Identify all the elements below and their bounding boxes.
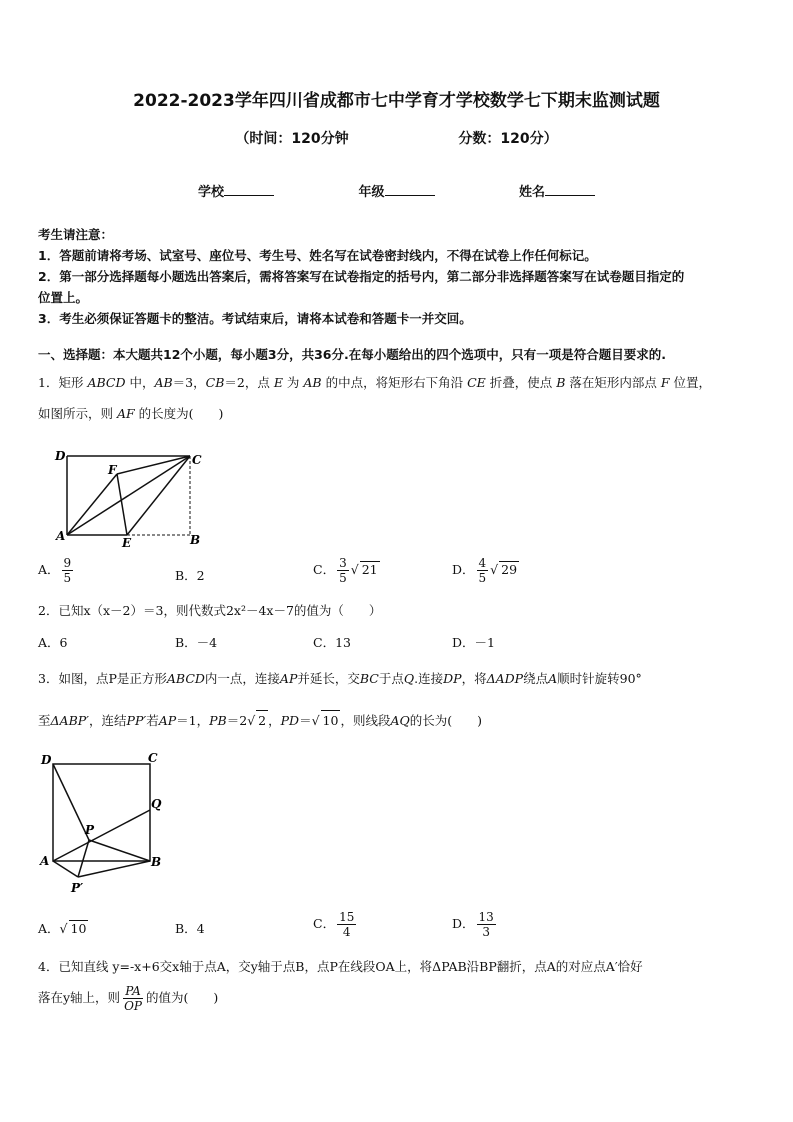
notes-item: 3．考生必须保证答题卡的整洁。考试结束后，请将本试卷和答题卡一并交回。 — [38, 311, 472, 326]
segment-dp — [53, 764, 89, 840]
label-q: Q — [151, 797, 162, 811]
square-abcd — [53, 764, 150, 861]
segment-af — [67, 474, 117, 535]
segment-fe — [117, 474, 127, 535]
q1-option-c[interactable]: C． $\frac{3}{5}$ √ 21 — [313, 556, 378, 585]
name-label: 姓名 — [519, 185, 546, 200]
grade-blank — [385, 183, 435, 196]
notes-heading: 考生请注意： — [38, 227, 114, 242]
segment-ac — [67, 456, 190, 535]
grade-label: 年级 — [358, 185, 385, 200]
school-field — [198, 181, 274, 200]
label-c: C — [148, 751, 158, 765]
section-heading: 一、选择题：本大题共12个小题，每小题3分，共36分.在每小题给出的四个选项中，只有一项是符合题目要求的. — [38, 347, 666, 362]
notes-item: 1．答题前请将考场、试室号、座位号、考生号、姓名写在试卷密封线内，不得在试卷上作任何标记。 — [38, 248, 597, 263]
label-f: F — [108, 463, 117, 477]
q1-option-d[interactable]: D． $\frac{4}{5}$ √ 29 — [452, 556, 518, 585]
question-1-text-2: 如图所示，则 AF 的长度为( ) — [38, 406, 224, 421]
label-b: B — [151, 855, 162, 869]
question-4-text-2: 落在y轴上，则 $\frac{PA}{OP}$ 的值为( ) — [38, 984, 219, 1013]
student-fields — [0, 181, 793, 200]
q2-option-c[interactable]: C．13 — [313, 635, 351, 650]
q3-option-a[interactable]: A．√ 10 — [38, 921, 87, 936]
grade-field — [358, 181, 434, 200]
notes-item: 2．第一部分选择题每小题选出答案后，需将答案写在试卷指定的括号内，第二部分非选择题答案写在试卷题目指定的 — [38, 269, 685, 284]
label-d: D — [41, 753, 52, 767]
question-4-text: 4．已知直线 y=-x+6交x轴于点A，交y轴于点B，点P在线段OA上，将ΔPAB沿BP翻折，点A的对应点A′恰好 — [38, 959, 643, 974]
school-blank — [224, 183, 274, 196]
question-3-text: 3．如图，点P是正方形ABCD内一点，连接AP并延长，交BC于点Q.连接DP，将ΔADP绕点A顺时针旋转90° — [38, 671, 642, 686]
question-3-figure — [35, 748, 175, 898]
question-2-text: 2．已知x（x－2）＝3，则代数式2x²－4x－7的值为（ ） — [38, 603, 382, 618]
exam-info — [0, 128, 793, 148]
segment-ec — [127, 456, 190, 535]
name-field — [519, 181, 595, 200]
notes-item: 位置上。 — [38, 290, 89, 305]
time-label: （时间：120分钟 — [235, 131, 349, 147]
label-e: E — [122, 536, 132, 548]
notes — [38, 224, 758, 329]
segment-aq — [53, 810, 150, 861]
label-a: A — [56, 529, 66, 543]
question-3-text-2: 至ΔABP′，连结PP′若AP＝1，PB＝2√ 2 ，PD＝√ 10 ，则线段AQ的长为( ) — [38, 710, 763, 731]
segment-pb — [89, 840, 150, 861]
q1-option-b[interactable]: B．2 — [175, 568, 205, 583]
q2-option-a[interactable]: A．6 — [38, 635, 68, 650]
segment-ap2 — [53, 861, 78, 877]
name-blank — [545, 183, 595, 196]
page-title: 2022-2023学年四川省成都市七中学育才学校数学七下期末监测试题 — [133, 91, 660, 111]
label-p-prime: P′ — [71, 881, 84, 895]
q2-option-b[interactable]: B．－4 — [175, 635, 218, 650]
q2-option-d[interactable]: D．－1 — [452, 635, 495, 650]
label-d: D — [55, 449, 66, 463]
segment-fc — [117, 456, 190, 474]
label-c: C — [192, 453, 202, 467]
question-1-text: 1．矩形 ABCD 中，AB＝3，CB＝2，点 E 为 AB 的中点，将矩形右下角沿 CE 折叠，使点 B 落在矩形内部点 F 位置， — [38, 375, 712, 390]
q3-option-d[interactable]: D． $\frac{13}{3}$ — [452, 910, 494, 939]
q3-option-b[interactable]: B．4 — [175, 921, 205, 936]
school-label: 学校 — [197, 185, 224, 200]
score-label: 分数：120分） — [458, 131, 558, 147]
q1-option-a[interactable]: A． $\frac{9}{5}$ — [38, 556, 72, 585]
label-a: A — [40, 854, 50, 868]
label-b: B — [190, 533, 201, 547]
label-p: P — [85, 823, 95, 837]
segment-p2b — [78, 861, 150, 877]
q3-option-c[interactable]: C． $\frac{15}{4}$ — [313, 910, 355, 939]
question-1-figure — [50, 448, 210, 548]
